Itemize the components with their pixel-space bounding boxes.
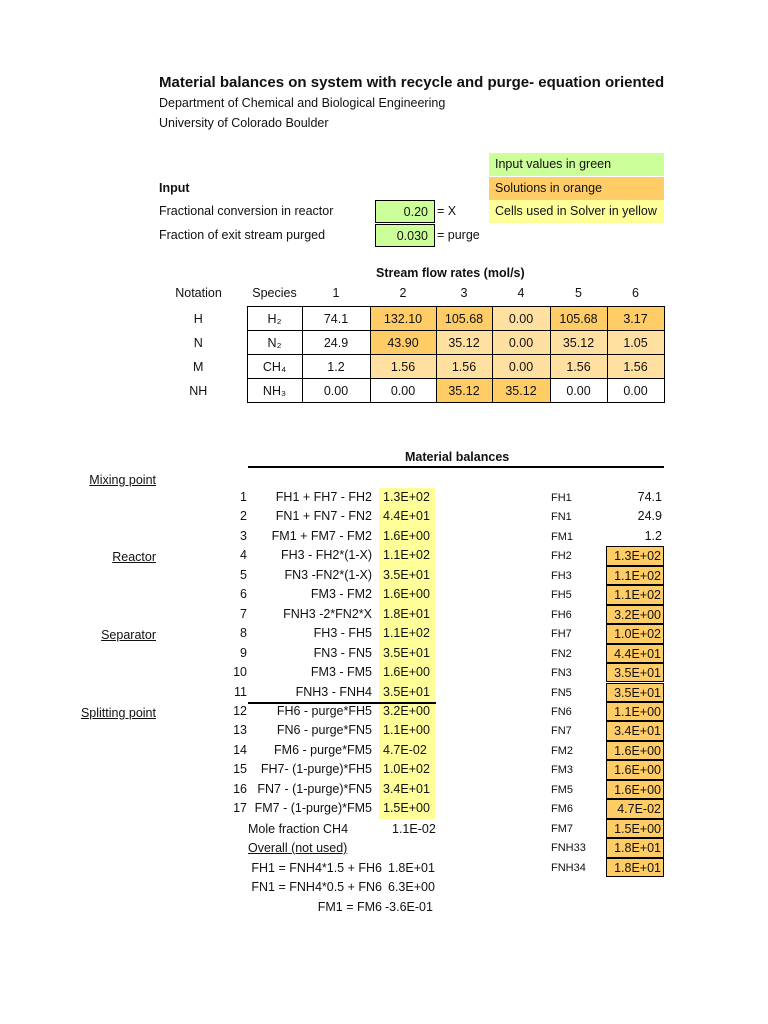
- variable-name: FNH33: [551, 842, 586, 855]
- header-stream-1: 1: [332, 286, 340, 300]
- variable-name: FH2: [551, 550, 572, 563]
- divider: [248, 466, 664, 468]
- equation-text: FM6 - purge*FM5: [274, 742, 372, 757]
- flow-cell[interactable]: 1.05: [607, 331, 664, 355]
- header-stream-6: 6: [632, 286, 639, 300]
- equation-residual[interactable]: 1.1E+00: [379, 721, 435, 741]
- variable-name: FM2: [551, 744, 573, 757]
- variable-name: FH3: [551, 569, 572, 582]
- purge-label: Fraction of exit stream purged: [159, 228, 326, 242]
- variable-name: FM7: [551, 822, 573, 835]
- variable-value[interactable]: 1.6E+00: [606, 760, 664, 779]
- equation-residual[interactable]: 3.5E+01: [379, 644, 435, 664]
- variable-value[interactable]: 3.5E+01: [606, 683, 664, 702]
- variable-name: FM6: [551, 803, 573, 816]
- notation-cell: H: [193, 311, 203, 326]
- legend-green: Input values in green: [489, 153, 664, 176]
- equation-number: 3: [240, 528, 247, 543]
- overall-eq: FM1 = FM6: [317, 900, 382, 914]
- variable-name: FM5: [551, 783, 573, 796]
- overall-value: -3.6E-01: [385, 900, 433, 914]
- flow-cell[interactable]: 0.00: [370, 379, 436, 403]
- flow-cell[interactable]: 74.1: [302, 307, 370, 331]
- overall-label: Overall (not used): [248, 841, 348, 855]
- variable-value[interactable]: 1.3E+02: [606, 546, 664, 565]
- flow-cell[interactable]: 132.10: [370, 307, 436, 331]
- variable-value[interactable]: 1.8E+01: [606, 858, 664, 877]
- flow-cell[interactable]: 0.00: [302, 379, 370, 403]
- equation-text: FNH3 -2*FN2*X: [283, 606, 372, 621]
- flow-cell[interactable]: 35.12: [436, 379, 492, 403]
- mole-fraction-label: Mole fraction CH4: [248, 822, 349, 836]
- equation-text: FH7- (1-purge)*FH5: [260, 762, 372, 777]
- species-cell: H₂: [247, 307, 302, 331]
- equation-residual[interactable]: 1.8E+01: [379, 605, 435, 625]
- flow-cell[interactable]: 35.12: [550, 331, 607, 355]
- variable-value[interactable]: 1.1E+02: [606, 585, 664, 604]
- equation-residual[interactable]: 3.5E+01: [379, 566, 435, 586]
- equation-number: 6: [240, 587, 247, 602]
- equation-residual[interactable]: 4.4E+01: [379, 507, 435, 527]
- equation-residual[interactable]: 3.2E+00: [379, 702, 435, 722]
- equation-number: 17: [233, 801, 247, 816]
- flow-cell[interactable]: 24.9: [302, 331, 370, 355]
- department-text: Department of Chemical and Biological Engineering: [159, 96, 446, 110]
- variable-value[interactable]: 1.0E+02: [606, 624, 664, 643]
- overall-value: 6.3E+00: [388, 880, 435, 894]
- variable-name: FH6: [551, 608, 572, 621]
- variable-value[interactable]: 1.6E+00: [606, 741, 664, 760]
- variable-name: FM3: [551, 764, 573, 777]
- header-stream-2: 2: [399, 286, 407, 300]
- equation-text: FM7 - (1-purge)*FM5: [254, 801, 372, 816]
- flow-cell[interactable]: 1.56: [370, 355, 436, 379]
- notation-cell: N: [193, 335, 203, 350]
- equation-text: FM1 + FM7 - FM2: [271, 528, 372, 543]
- equation-text: FN3 -FN2*(1-X): [284, 567, 372, 582]
- variable-name: FN3: [551, 667, 572, 680]
- legend-orange: Solutions in orange: [489, 177, 664, 200]
- variable-name: FH7: [551, 628, 572, 641]
- equation-number: 16: [233, 781, 247, 796]
- flow-cell[interactable]: 0.00: [607, 379, 664, 403]
- variable-name: FN6: [551, 705, 572, 718]
- variable-name: FN1: [551, 511, 572, 524]
- section-mixing: Mixing point: [89, 473, 156, 487]
- header-stream-3: 3: [460, 286, 468, 300]
- overall-eq: FN1 = FNH4*0.5 + FN6: [251, 880, 382, 894]
- variable-name: FH1: [551, 492, 572, 504]
- equation-number: 9: [240, 645, 247, 660]
- flow-cell[interactable]: 1.56: [436, 355, 492, 379]
- mole-fraction-value: 1.1E-02: [392, 822, 436, 836]
- equation-residual[interactable]: 4.7E-02: [379, 741, 435, 761]
- equation-residual[interactable]: 1.1E+02: [379, 624, 435, 644]
- variable-value[interactable]: 74.1: [637, 490, 662, 504]
- equation-number: 15: [233, 762, 247, 777]
- section-separator: Separator: [101, 628, 156, 642]
- equation-residual[interactable]: 1.6E+00: [379, 527, 435, 547]
- variable-value[interactable]: 3.2E+00: [606, 605, 664, 624]
- flow-cell[interactable]: 0.00: [492, 307, 550, 331]
- equation-number: 10: [233, 665, 247, 680]
- equation-residual[interactable]: 1.6E+00: [379, 663, 435, 683]
- equation-number: 12: [233, 703, 247, 718]
- flow-cell[interactable]: 1.56: [550, 355, 607, 379]
- flow-table: [150, 306, 665, 403]
- equation-number: 4: [240, 548, 247, 563]
- variable-value[interactable]: 24.9: [637, 509, 662, 524]
- equation-text: FH6 - purge*FH5: [276, 703, 372, 718]
- equation-text: FNH3 - FNH4: [295, 684, 372, 699]
- variable-name: FN2: [551, 647, 572, 660]
- equation-residual[interactable]: 1.1E+02: [379, 546, 435, 566]
- flow-cell[interactable]: 0.00: [492, 331, 550, 355]
- equation-residual[interactable]: 1.0E+02: [379, 760, 435, 780]
- variable-name: FN7: [551, 725, 572, 738]
- flow-cell[interactable]: 0.00: [550, 379, 607, 403]
- section-splitting: Splitting point: [80, 706, 156, 720]
- flow-cell[interactable]: 43.90: [370, 331, 436, 355]
- equation-text: FN3 - FN5: [313, 645, 372, 660]
- equation-residual[interactable]: 1.6E+00: [379, 585, 435, 605]
- equation-text: FH3 - FH5: [313, 626, 372, 641]
- flow-cell[interactable]: 105.68: [436, 307, 492, 331]
- equation-number: 13: [233, 723, 247, 738]
- equation-text: FM3 - FM2: [310, 587, 372, 602]
- variable-value[interactable]: 1.5E+00: [606, 819, 664, 838]
- equation-number: 8: [240, 626, 247, 641]
- species-cell: CH₄: [247, 355, 302, 379]
- equation-number: 5: [240, 567, 247, 582]
- notation-cell: M: [193, 359, 204, 374]
- equation-text: FH3 - FH2*(1-X): [281, 548, 372, 563]
- section-reactor: Reactor: [112, 550, 156, 564]
- table-row: [150, 307, 664, 331]
- page-title: Material balances on system with recycle and purge- equation oriented: [159, 74, 665, 91]
- header-stream-4: 4: [517, 286, 525, 300]
- variable-value[interactable]: 1.1E+02: [606, 566, 664, 585]
- flow-cell[interactable]: 35.12: [492, 379, 550, 403]
- university-text: University of Colorado Boulder: [159, 116, 329, 130]
- flow-cell[interactable]: 1.2: [302, 355, 370, 379]
- variable-value[interactable]: 1.1E+00: [606, 702, 664, 721]
- species-cell: NH₃: [247, 379, 302, 403]
- equation-residual[interactable]: 1.3E+02: [379, 488, 435, 508]
- variable-name: FH5: [551, 589, 572, 602]
- variable-value[interactable]: 1.2: [644, 528, 662, 543]
- variable-value[interactable]: 4.7E-02: [606, 799, 664, 818]
- flow-cell[interactable]: 1.56: [607, 355, 664, 379]
- header-stream-5: 5: [575, 286, 582, 300]
- variable-name: FM1: [551, 530, 573, 543]
- overall-value: 1.8E+01: [388, 861, 435, 875]
- balances-title: Material balances: [405, 450, 510, 464]
- equation-number: 2: [240, 509, 247, 524]
- purge-input[interactable]: 0.030: [375, 224, 435, 247]
- species-cell: N₂: [247, 331, 302, 355]
- variable-value[interactable]: 3.5E+01: [606, 663, 664, 682]
- variable-value[interactable]: 1.8E+01: [606, 838, 664, 857]
- variable-value[interactable]: 1.6E+00: [606, 780, 664, 799]
- header-notation: Notation: [175, 286, 222, 300]
- equation-number: 11: [234, 684, 247, 699]
- equation-residual[interactable]: 3.5E+01: [379, 683, 435, 703]
- flow-cell[interactable]: 3.17: [607, 307, 664, 331]
- equation-text: FN7 - (1-purge)*FN5: [257, 781, 372, 796]
- flow-cell[interactable]: 35.12: [436, 331, 492, 355]
- table-row: [150, 331, 664, 355]
- equation-number: 14: [233, 742, 247, 757]
- equation-text: FH1 + FH7 - FH2: [275, 490, 372, 504]
- equation-text: FM3 - FM5: [310, 665, 372, 680]
- variable-name: FN5: [551, 686, 572, 699]
- equation-number: 1: [240, 490, 247, 504]
- conversion-symbol: = X: [437, 204, 457, 218]
- flow-table-title: Stream flow rates (mol/s): [376, 266, 525, 280]
- overall-eq: FH1 = FNH4*1.5 + FH6: [251, 861, 382, 875]
- flow-cell[interactable]: 0.00: [492, 355, 550, 379]
- purge-symbol: = purge: [437, 228, 480, 242]
- legend-yellow: Cells used in Solver in yellow: [489, 200, 664, 223]
- equation-text: FN6 - purge*FN5: [276, 723, 372, 738]
- variable-name: FNH34: [551, 861, 586, 874]
- equation-residual[interactable]: 1.5E+00: [379, 799, 435, 819]
- conversion-input[interactable]: 0.20: [375, 200, 435, 223]
- input-heading: Input: [159, 181, 190, 195]
- conversion-label: Fractional conversion in reactor: [159, 204, 334, 218]
- flow-cell[interactable]: 105.68: [550, 307, 607, 331]
- table-row: [150, 355, 664, 379]
- equation-text: FN1 + FN7 - FN2: [275, 509, 372, 524]
- equation-residual[interactable]: 3.4E+01: [379, 780, 435, 800]
- notation-cell: NH: [189, 383, 208, 398]
- table-row: [150, 379, 664, 403]
- divider: [248, 702, 436, 704]
- equation-number: 7: [240, 606, 247, 621]
- variable-value[interactable]: 4.4E+01: [606, 644, 664, 663]
- header-species: Species: [252, 286, 297, 300]
- variable-value[interactable]: 3.4E+01: [606, 721, 664, 740]
